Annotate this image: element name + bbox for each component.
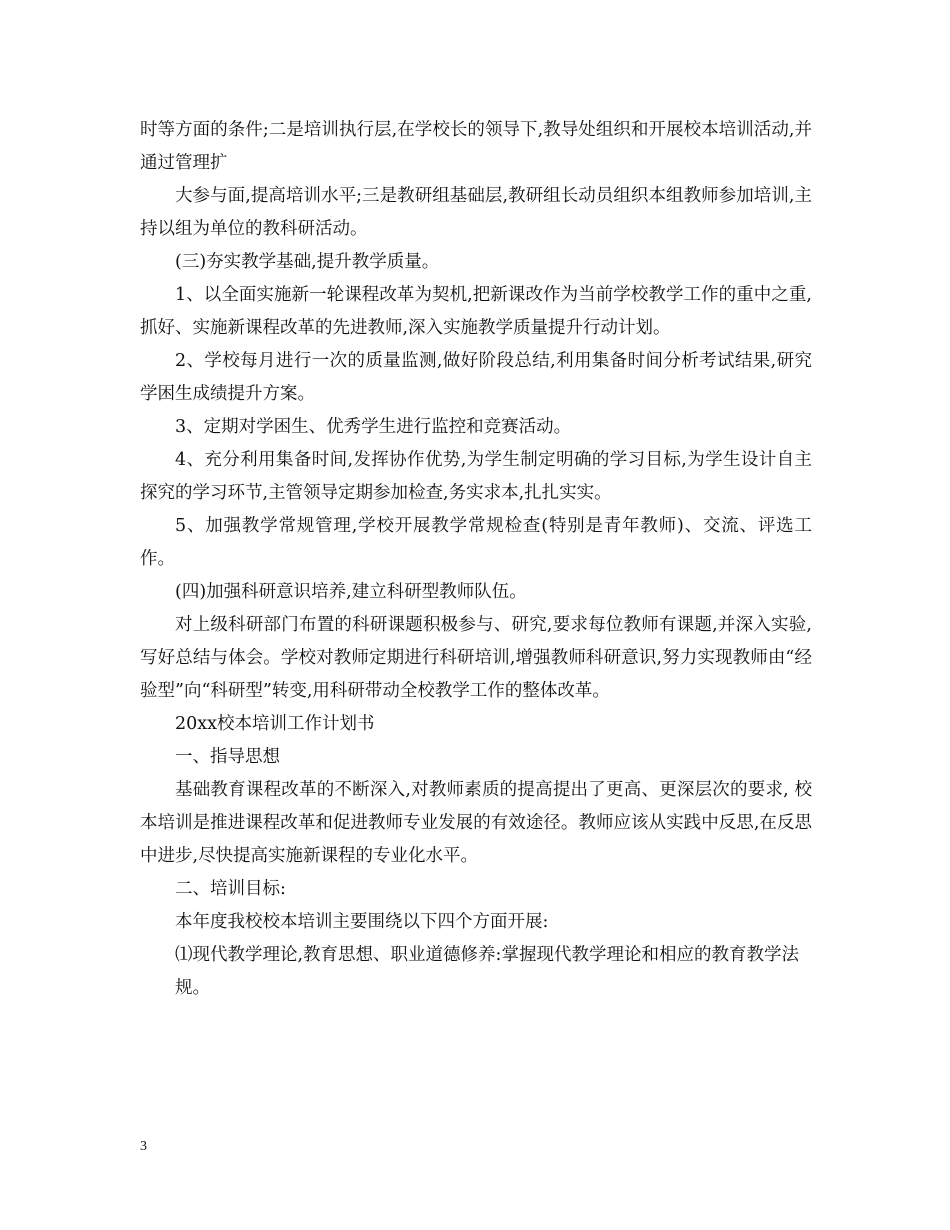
paragraph: 本年度我校校本培训主要围绕以下四个方面开展:: [175, 912, 549, 932]
section-heading: 一、指导思想: [175, 747, 280, 767]
paragraph: 大参与面,提高培训水平;三是教研组基础层,教研组长动员组织本组教师参加培训,主持以组为单位的教科研活动。: [140, 186, 812, 239]
section-heading: (三)夯实教学基础,提升教学质量。: [175, 252, 440, 272]
paragraph: 规。: [175, 978, 210, 998]
document-title: 20xx校本培训工作计划书: [175, 714, 375, 734]
document-body: [140, 114, 812, 1005]
section-heading: (四)加强科研意识培养,建立科研型教师队伍。: [175, 582, 527, 602]
section-heading: 二、培训目标:: [175, 879, 286, 899]
list-item: 1、以全面实施新一轮课程改革为契机,把新课改作为当前学校教学工作的重中之重,抓好、实施新课程改革的先进教师,深入实施教学质量提升行动计划。: [140, 285, 812, 338]
page-number: 3: [140, 1139, 147, 1154]
list-item: 3、定期对学困生、优秀学生进行监控和竞赛活动。: [175, 417, 572, 437]
list-item: 4、充分利用集备时间,发挥协作优势,为学生制定明确的学习目标,为学生设计自主探究的学习环节,主管领导定期参加检查,务实求本,扎扎实实。: [140, 450, 812, 503]
list-item: 5、加强教学常规管理,学校开展教学常规检查(特别是青年教师)、交流、评选工作。: [140, 516, 812, 569]
list-item: ⑴现代教学理论,教育思想、职业道德修养:掌握现代教学理论和相应的教育教学法: [175, 945, 799, 965]
paragraph: 基础教育课程改革的不断深入,对教师素质的提高提出了更高、更深层次的要求, 校本培训是推进课程改革和促进教师专业发展的有效途径。教师应该从实践中反思,在反思中进步,尽快提高实施新课程的专业化水平。: [140, 780, 812, 866]
paragraph: 对上级科研部门布置的科研课题积极参与、研究,要求每位教师有课题,并深入实验,写好总结与体会。学校对教师定期进行科研培训,增强教师科研意识,努力实现教师由“经验型”向“科研型”转变,用科研带动全校教学工作的整体改革。: [140, 615, 812, 701]
paragraph: 时等方面的条件;二是培训执行层,在学校长的领导下,教导处组织和开展校本培训活动,并通过管理扩: [140, 120, 812, 173]
list-item: 2、学校每月进行一次的质量监测,做好阶段总结,利用集备时间分析考试结果,研究学困生成绩提升方案。: [140, 351, 812, 404]
